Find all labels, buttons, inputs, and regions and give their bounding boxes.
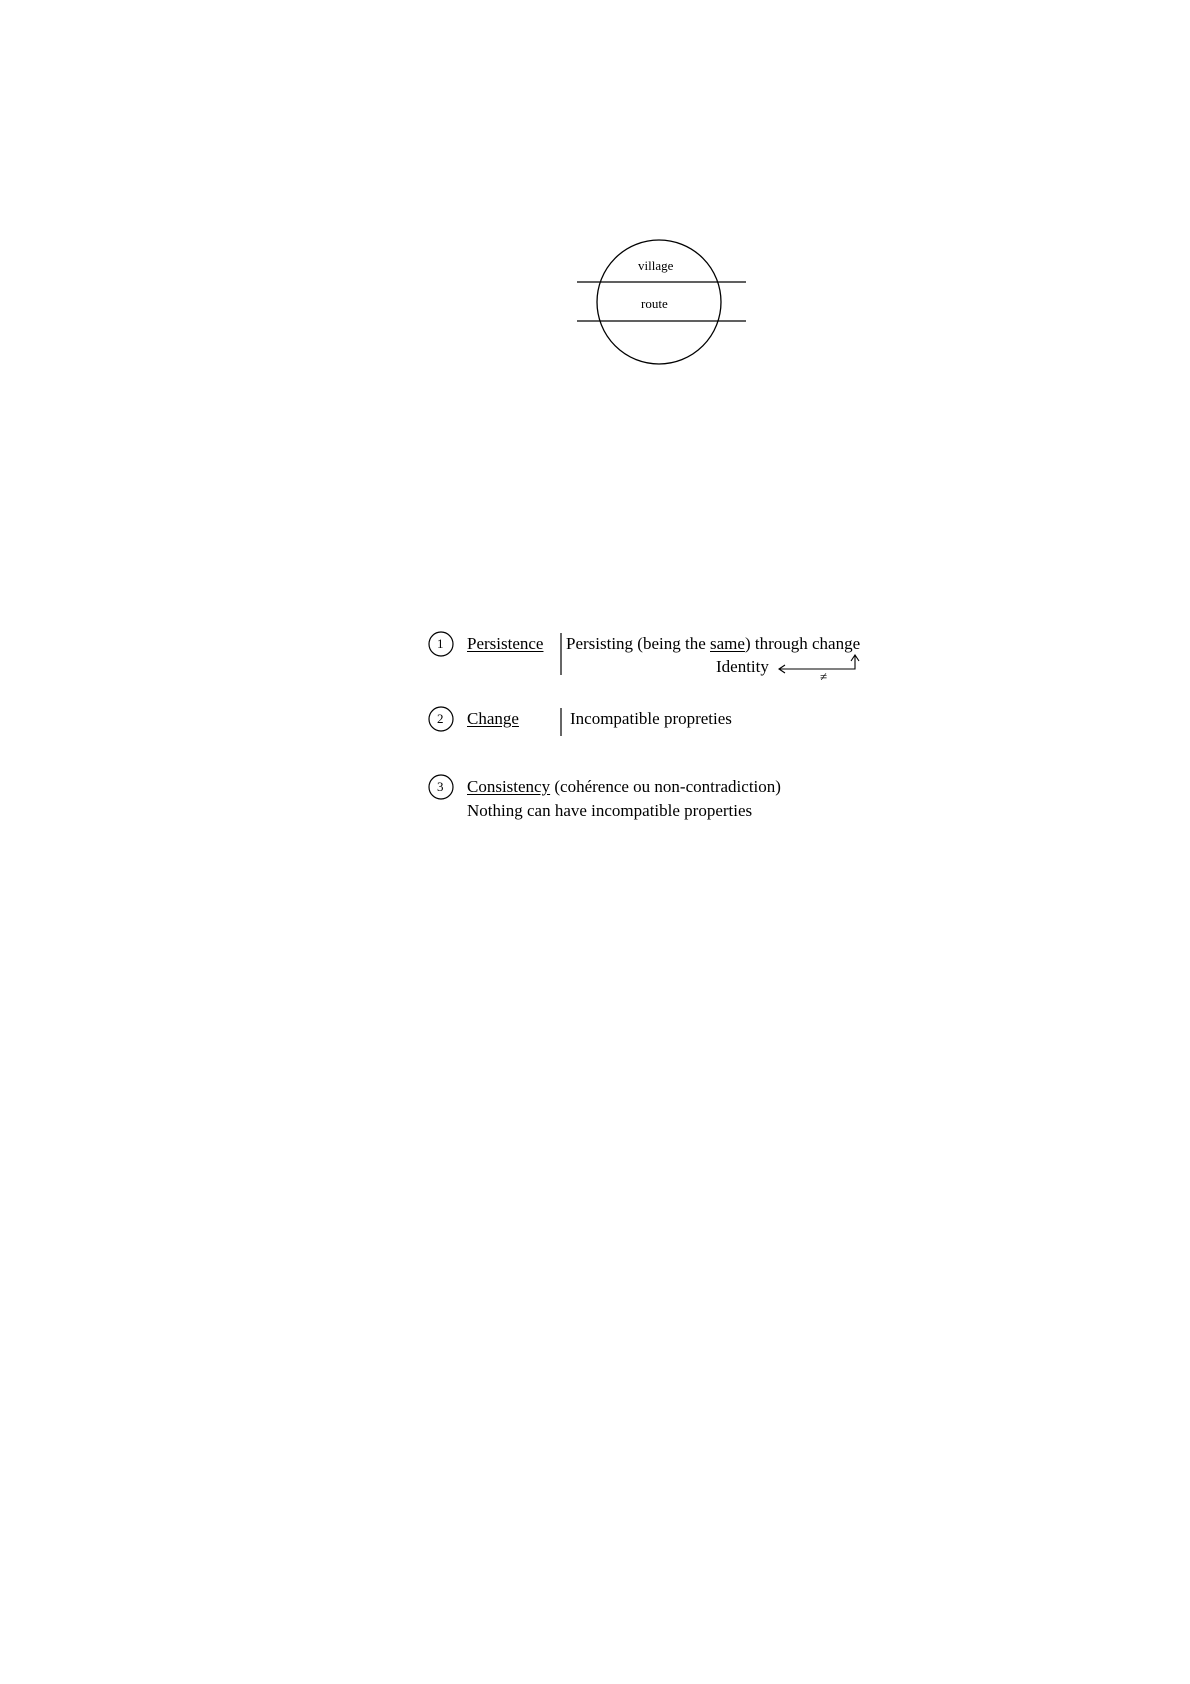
route-label: route bbox=[641, 296, 668, 311]
persistence-definition bbox=[566, 634, 860, 654]
definition-part1: Persisting (being the bbox=[566, 634, 711, 653]
item-number-2: 2 bbox=[437, 711, 444, 726]
term-consistency: Consistency bbox=[467, 777, 551, 796]
consistency-statement: Nothing can have incompatible properties bbox=[467, 801, 753, 820]
identity-label: Identity bbox=[716, 657, 769, 676]
definition-same: same bbox=[710, 634, 745, 653]
consistency-parenthetical: (cohérence ou non-contradiction) bbox=[550, 777, 781, 796]
item-number-1: 1 bbox=[437, 636, 444, 651]
term-persistence: Persistence bbox=[467, 634, 544, 653]
not-equal-symbol: ≠ bbox=[820, 669, 828, 684]
change-definition: Incompatible propreties bbox=[570, 709, 732, 728]
consistency-line bbox=[467, 777, 781, 797]
term-change: Change bbox=[467, 709, 519, 728]
identity-arrow bbox=[779, 655, 859, 673]
village-label: village bbox=[638, 258, 674, 273]
definition-part2: ) through change bbox=[744, 634, 861, 653]
item-number-3: 3 bbox=[437, 779, 444, 794]
